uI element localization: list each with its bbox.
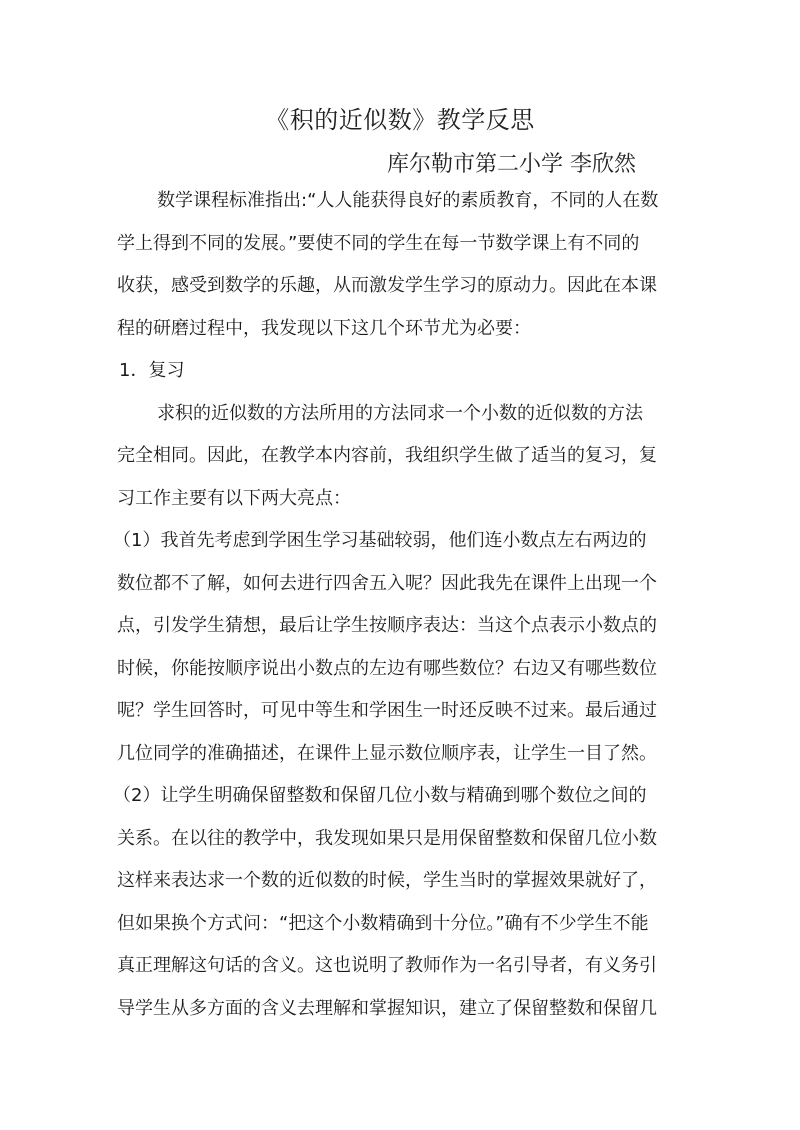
paragraph-line: 呢？学生回答时，可见中等生和学困生一时还反映不过来。最后通过 <box>117 700 657 721</box>
paragraph-line: 导学生从多方面的含义去理解和掌握知识，建立了保留整数和保留几 <box>117 998 657 1019</box>
paragraph-line: （1）我首先考虑到学困生学习基础较弱，他们连小数点左右两边的 <box>113 530 647 551</box>
paragraph-line: 习工作主要有以下两大亮点： <box>117 488 351 509</box>
paragraph-line: 数位都不了解，如何去进行四舍五入呢？因此我先在课件上出现一个 <box>117 573 657 594</box>
paragraph-line: 收获，感受到数学的乐趣，从而激发学生学习的原动力。因此在本课 <box>117 275 657 296</box>
paragraph-line: 点，引发学生猜想，最后让学生按顺序表达：当这个点表示小数点的 <box>117 615 657 636</box>
paragraph-line: 几位同学的准确描述，在课件上显示数位顺序表，让学生一目了然。 <box>117 743 657 764</box>
paragraph-line: 完全相同。因此，在教学本内容前，我组织学生做了适当的复习，复 <box>117 445 657 466</box>
paragraph-line: （2）让学生明确保留整数和保留几位小数与精确到哪个数位之间的 <box>113 785 647 806</box>
paragraph-line: 求积的近似数的方法所用的方法同求一个小数的近似数的方法 <box>157 403 643 424</box>
author-line: 库尔勒市第二小学 李欣然 <box>387 152 636 177</box>
paragraph-line: 但如果换个方式问：“把这个小数精确到十分位。”确有不少学生不能 <box>117 913 649 934</box>
paragraph-line: 程的研磨过程中，我发现以下这几个环节尤为必要： <box>117 318 531 339</box>
document-title: 《积的近似数》教学反思 <box>265 106 535 134</box>
paragraph-line: 时候，你能按顺序说出小数点的左边有哪些数位？右边又有哪些数位 <box>117 658 657 679</box>
paragraph-line: 真正理解这句话的含义。这也说明了教师作为一名引导者，有义务引 <box>117 955 657 976</box>
section-heading: 1．复习 <box>119 360 185 381</box>
paragraph-line: 学上得到不同的发展。”要使不同的学生在每一节数学课上有不同的 <box>117 233 640 254</box>
paragraph-line: 数学课程标准指出:“人人能获得良好的素质教育，不同的人在数 <box>157 190 659 211</box>
paragraph-line: 这样来表达求一个数的近似数的时候，学生当时的掌握效果就好了， <box>117 870 657 891</box>
paragraph-line: 关系。在以往的教学中，我发现如果只是用保留整数和保留几位小数 <box>117 828 657 849</box>
